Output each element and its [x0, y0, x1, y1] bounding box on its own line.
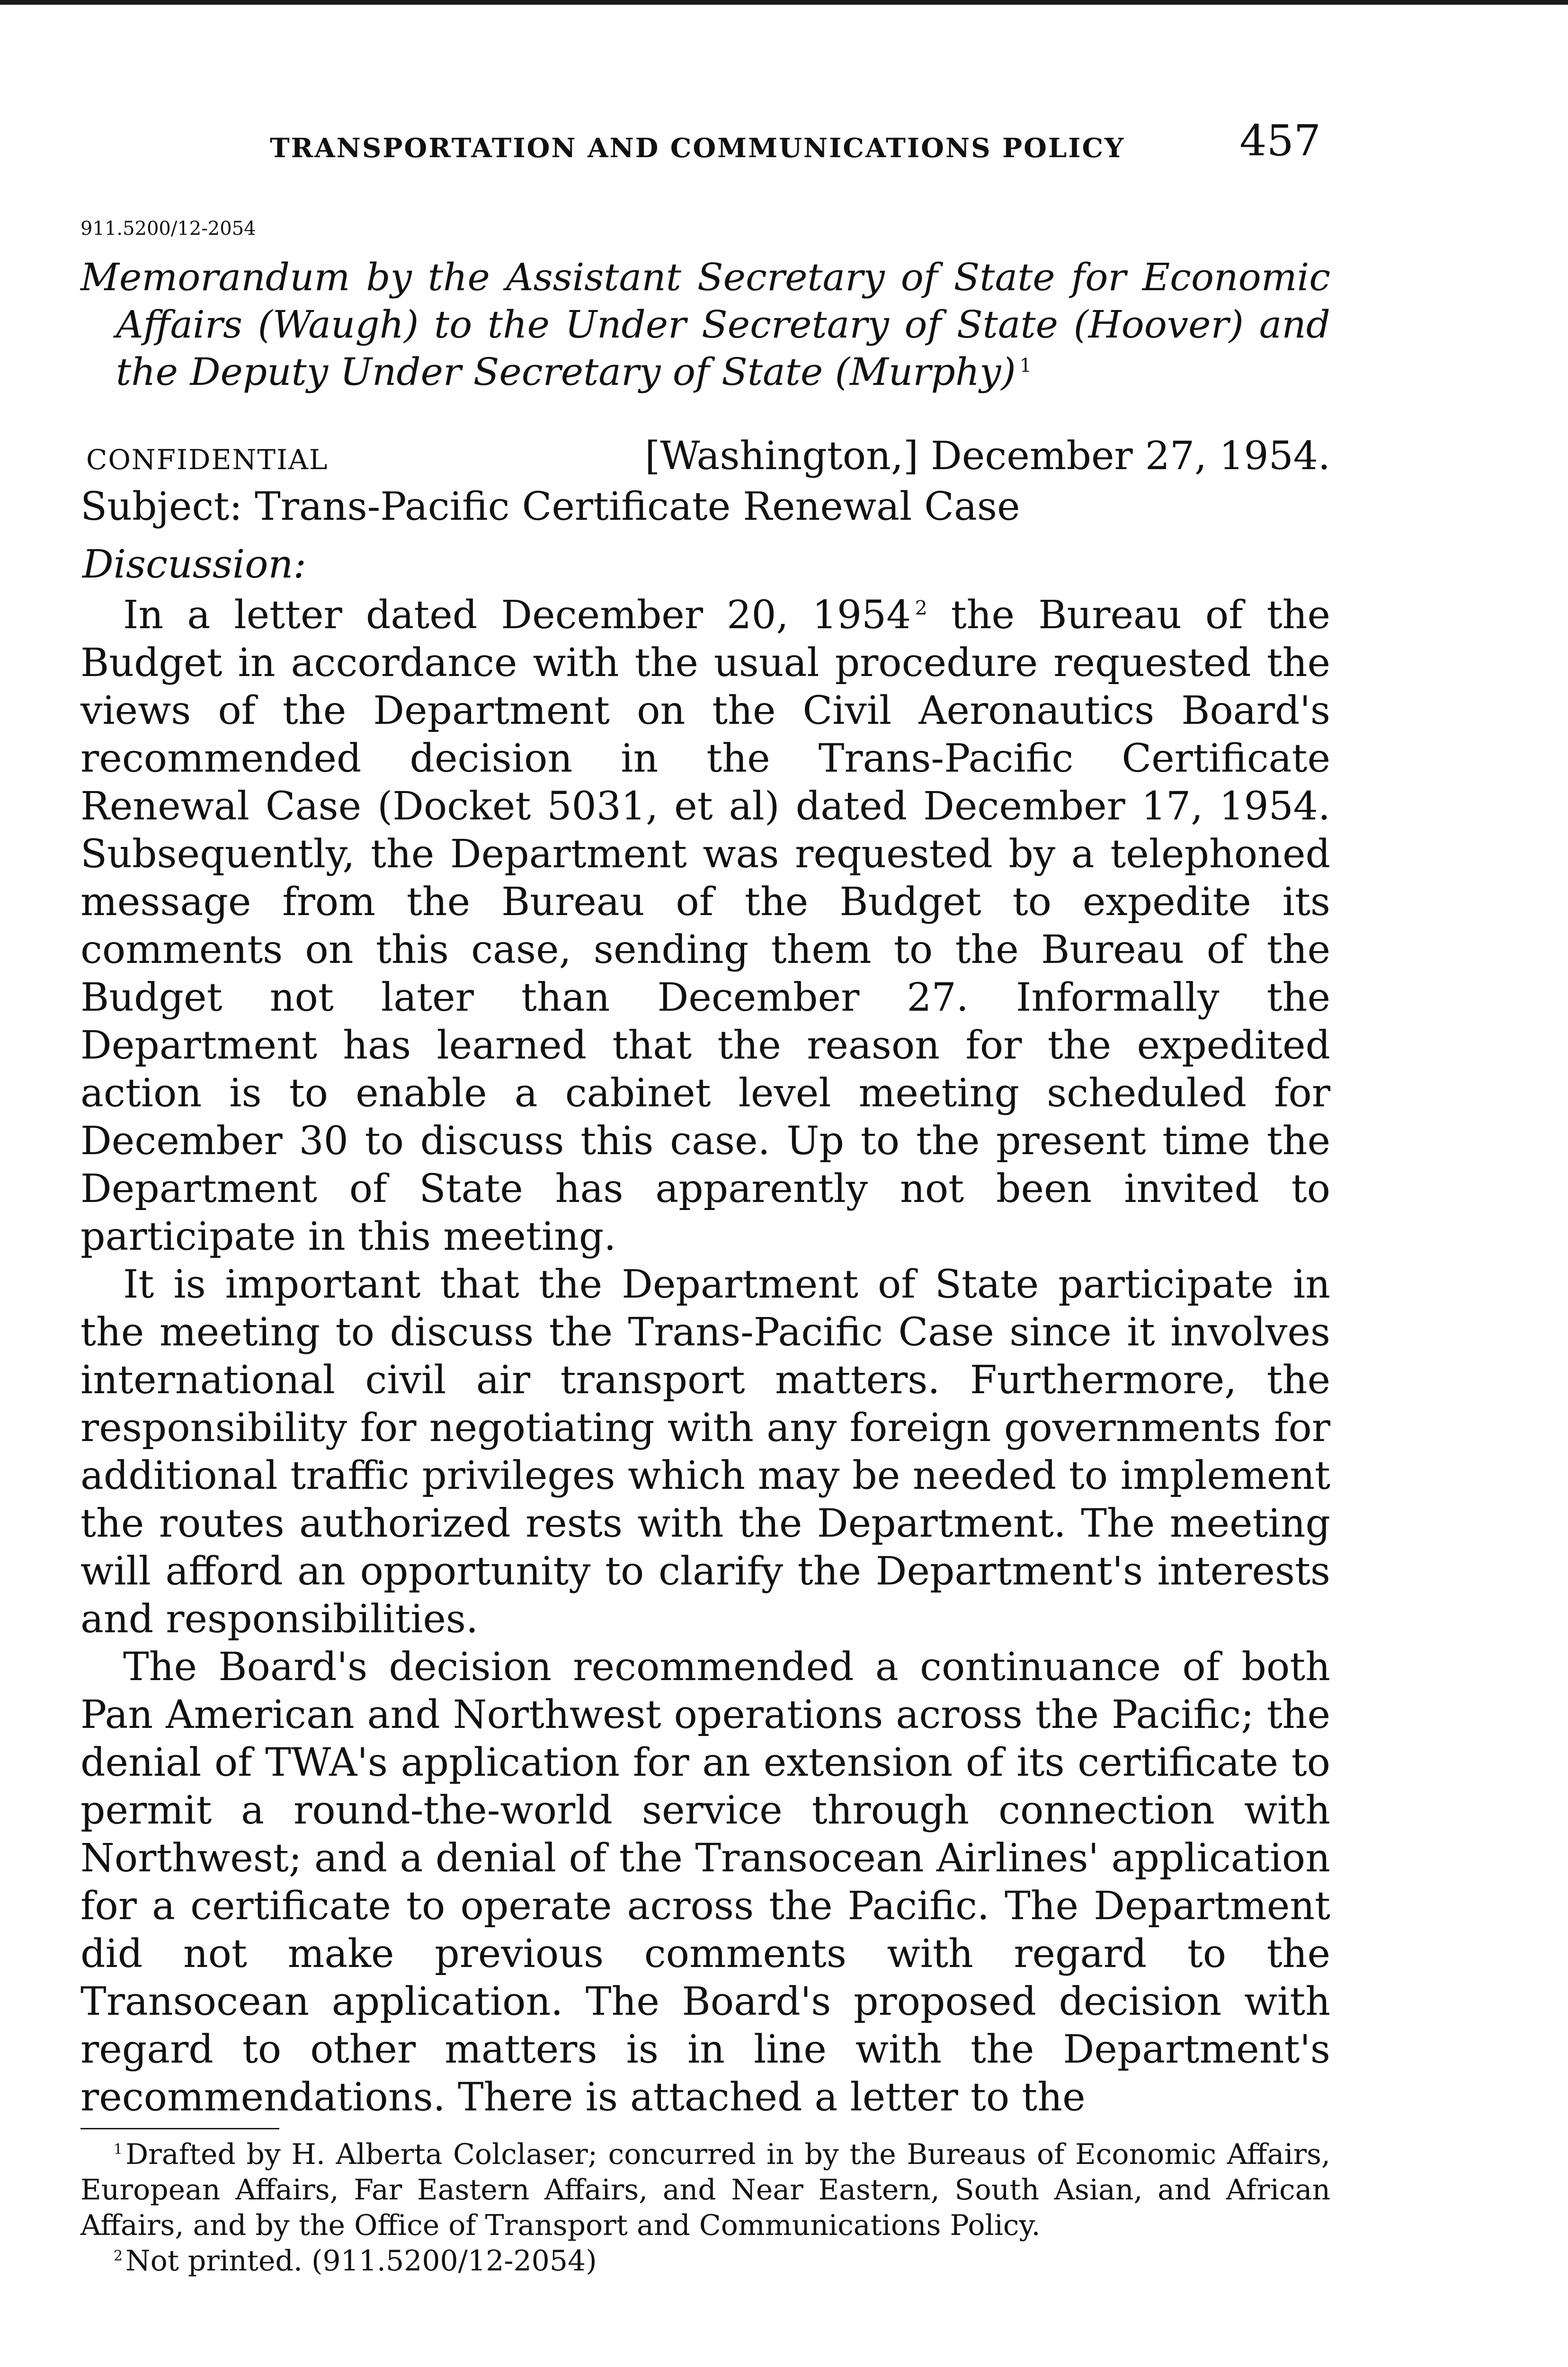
footnote-1-text: Drafted by H. Alberta Colclaser; concurred in by the Bureaus of Economic Affairs, European Affairs, Far Eastern Affairs, and Near Eastern, South Asian, and African Affairs, and by the Office of Transport and Communications Policy. [80, 2138, 1330, 2242]
footnote-2 [80, 2243, 1330, 2279]
running-head [80, 109, 1330, 180]
paragraph-1-text-a: In a letter dated December 20, 1954 [123, 593, 911, 638]
page-number: 457 [1239, 116, 1321, 166]
footnote-2-text: Not printed. (911.5200/12-2054) [125, 2244, 597, 2278]
footnote-1-marker: 1 [114, 2141, 123, 2158]
document-title [80, 254, 1330, 396]
footnote-1 [80, 2137, 1330, 2243]
dateline: [Washington,] December 27, 1954. [645, 434, 1330, 479]
paragraph-1-text-b: the Bureau of the Budget in accordance with the usual procedure requested the views of the Department on the Civil Aeronautics Board's recommended decision in the Trans-Pacific Certificate Renewal Case (Docket 5031, et al) dated December 17, 1954. Subsequently, the Department was requested by a telephoned message from the Bureau of the Budget to expedite its comments on this case, sending them to the Bureau of the Budget not later than December 27. Informally the Department has learned that the reason for the expedited action is to enable a cabinet level meeting scheduled for December 30 to discuss this case. Up to the present time the Department of State has apparently not been invited to participate in this meeting. [80, 593, 1330, 1259]
page-top-rule [0, 0, 1568, 5]
running-title: TRANSPORTATION AND COMMUNICATIONS POLICY [270, 133, 1125, 164]
file-number: 911.5200/12-2054 [80, 218, 256, 240]
document-page [80, 109, 1330, 2279]
classification-label: CONFIDENTIAL [86, 444, 329, 476]
document-title-text: Memorandum by the Assistant Secretary of State for Economic Affairs (Waugh) to the Under Secretary of State (Hoover) and the Deputy Under Secretary of State (Murphy) [80, 255, 1330, 394]
body-paragraph-3: The Board's decision recommended a continuance of both Pan American and Northwest operations across the Pacific; the denial of TWA's application for an extension of its certificate to permit a round-the-world service through connection with Northwest; and a denial of the Transocean Airlines' application for a certificate to operate across the Pacific. The Department did not make previous comments with regard to the Transocean application. The Board's proposed decision with regard to other matters is in line with the Department's recommendations. There is attached a letter to the [80, 1645, 1330, 2120]
footnote-2-marker: 2 [114, 2248, 123, 2264]
footnote-divider [80, 2128, 279, 2129]
classification-line [80, 434, 1330, 479]
subject-line: Subject: Trans-Pacific Certificate Renewal Case [80, 484, 1020, 529]
body-paragraph-2: It is important that the Department of State participate in the meeting to discuss the Trans-Pacific Case since it involves international civil air transport matters. Furthermore, the responsibility for negotiating with any foreign governments for additional traffic privileges which may be needed to implement the routes authorized rests with the Department. The meeting will afford an opportunity to clarify the Department's interests and responsibilities. [80, 1262, 1330, 1642]
discussion-heading: Discussion: [82, 542, 306, 587]
title-footnote-ref: 1 [1019, 355, 1032, 377]
body-paragraph-1 [80, 591, 1330, 1261]
paragraph-1-footnote-ref: 2 [915, 596, 927, 620]
